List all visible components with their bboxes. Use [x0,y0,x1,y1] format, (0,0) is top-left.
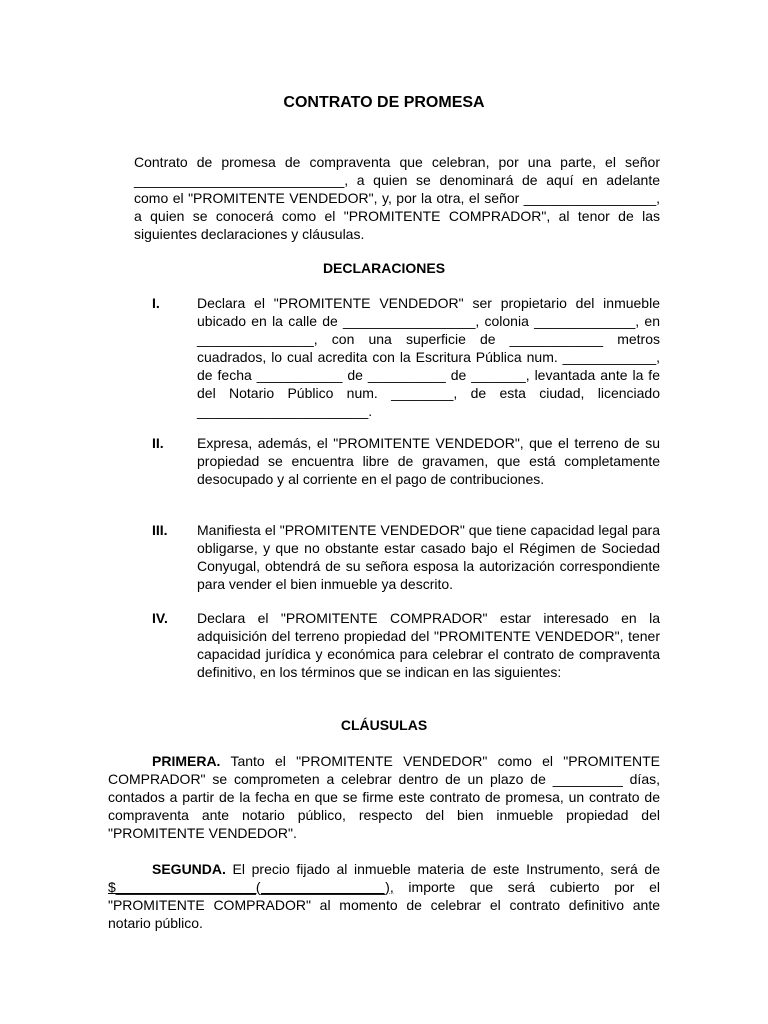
declaration-text: Declara el "PROMITENTE VENDEDOR" ser propietario del inmueble ubicado en la calle de _________________, colonia _____________, en _______________, con una superficie de ____________ metros cuadrados, lo cual acredita con la Escritura Pública num. ____________, de fecha ___________ de __________ de _______, levantada ante la fe del Notario Público num. ________, de esta ciudad, licenciado ______________________. [197,295,660,419]
clause-label: SEGUNDA. [152,861,226,877]
clauses-heading: CLÁUSULAS [340,717,428,733]
declaration-number: IV. [152,610,168,626]
declaration-number: II. [152,435,164,451]
clause-segunda [108,860,660,932]
intro-paragraph [134,153,660,243]
clause-text-before: El precio fijado al inmueble materia de este Instrumento, será de [232,861,660,877]
declaration-number: III. [152,522,168,538]
document-title: CONTRATO DE PROMESA [283,94,485,111]
price-amount-field: $__________________(________________), [108,879,394,895]
declaration-number: I. [152,295,160,311]
declaration-text: Declara el "PROMITENTE COMPRADOR" estar interesado en la adquisición del terreno propiedad del "PROMITENTE VENDEDOR", tener capacidad jurídica y económica para celebrar el contrato de compraventa definitivo, en los términos que se indican en las siguientes: [197,610,660,680]
declaration-text: Expresa, además, el "PROMITENTE VENDEDOR", que el terreno de su propiedad se encuentra libre de gravamen, que está completamente desocupado y al corriente en el pago de contribuciones. [197,435,660,487]
clause-text: Tanto el "PROMITENTE VENDEDOR" como el "PROMITENTE COMPRADOR" se comprometen a celebrar dentro de un plazo de _________ días, contados a partir de la fecha en que se firme este contrato de promesa, un contrato de compraventa ante notario público, respecto del bien inmueble propiedad del "PROMITENTE VENDEDOR". [108,753,660,841]
declarations-heading: DECLARACIONES [322,260,446,276]
clause-text-after: importe que será cubierto por el "PROMITENTE COMPRADOR" al momento de celebrar el contrato definitivo ante notario público. [108,879,661,931]
clause-label: PRIMERA. [152,753,221,769]
intro-text: Contrato de promesa de compraventa que celebran, por una parte, el señor ___________________________, a quien se denominará de aquí en adelante como el "PROMITENTE VENDEDOR", y, por la otra, el señor _________________, a quien se conocerá como el "PROMITENTE COMPRADOR", al tenor de las siguientes declaraciones y cláusulas. [134,154,660,242]
clause-primera [108,752,660,842]
declaration-text: Manifiesta el "PROMITENTE VENDEDOR" que tiene capacidad legal para obligarse, y que no obstante estar casado bajo el Régimen de Sociedad Conyugal, obtendrá de su señora esposa la autorización correspondiente para vender el bien inmueble ya descrito. [197,522,660,592]
